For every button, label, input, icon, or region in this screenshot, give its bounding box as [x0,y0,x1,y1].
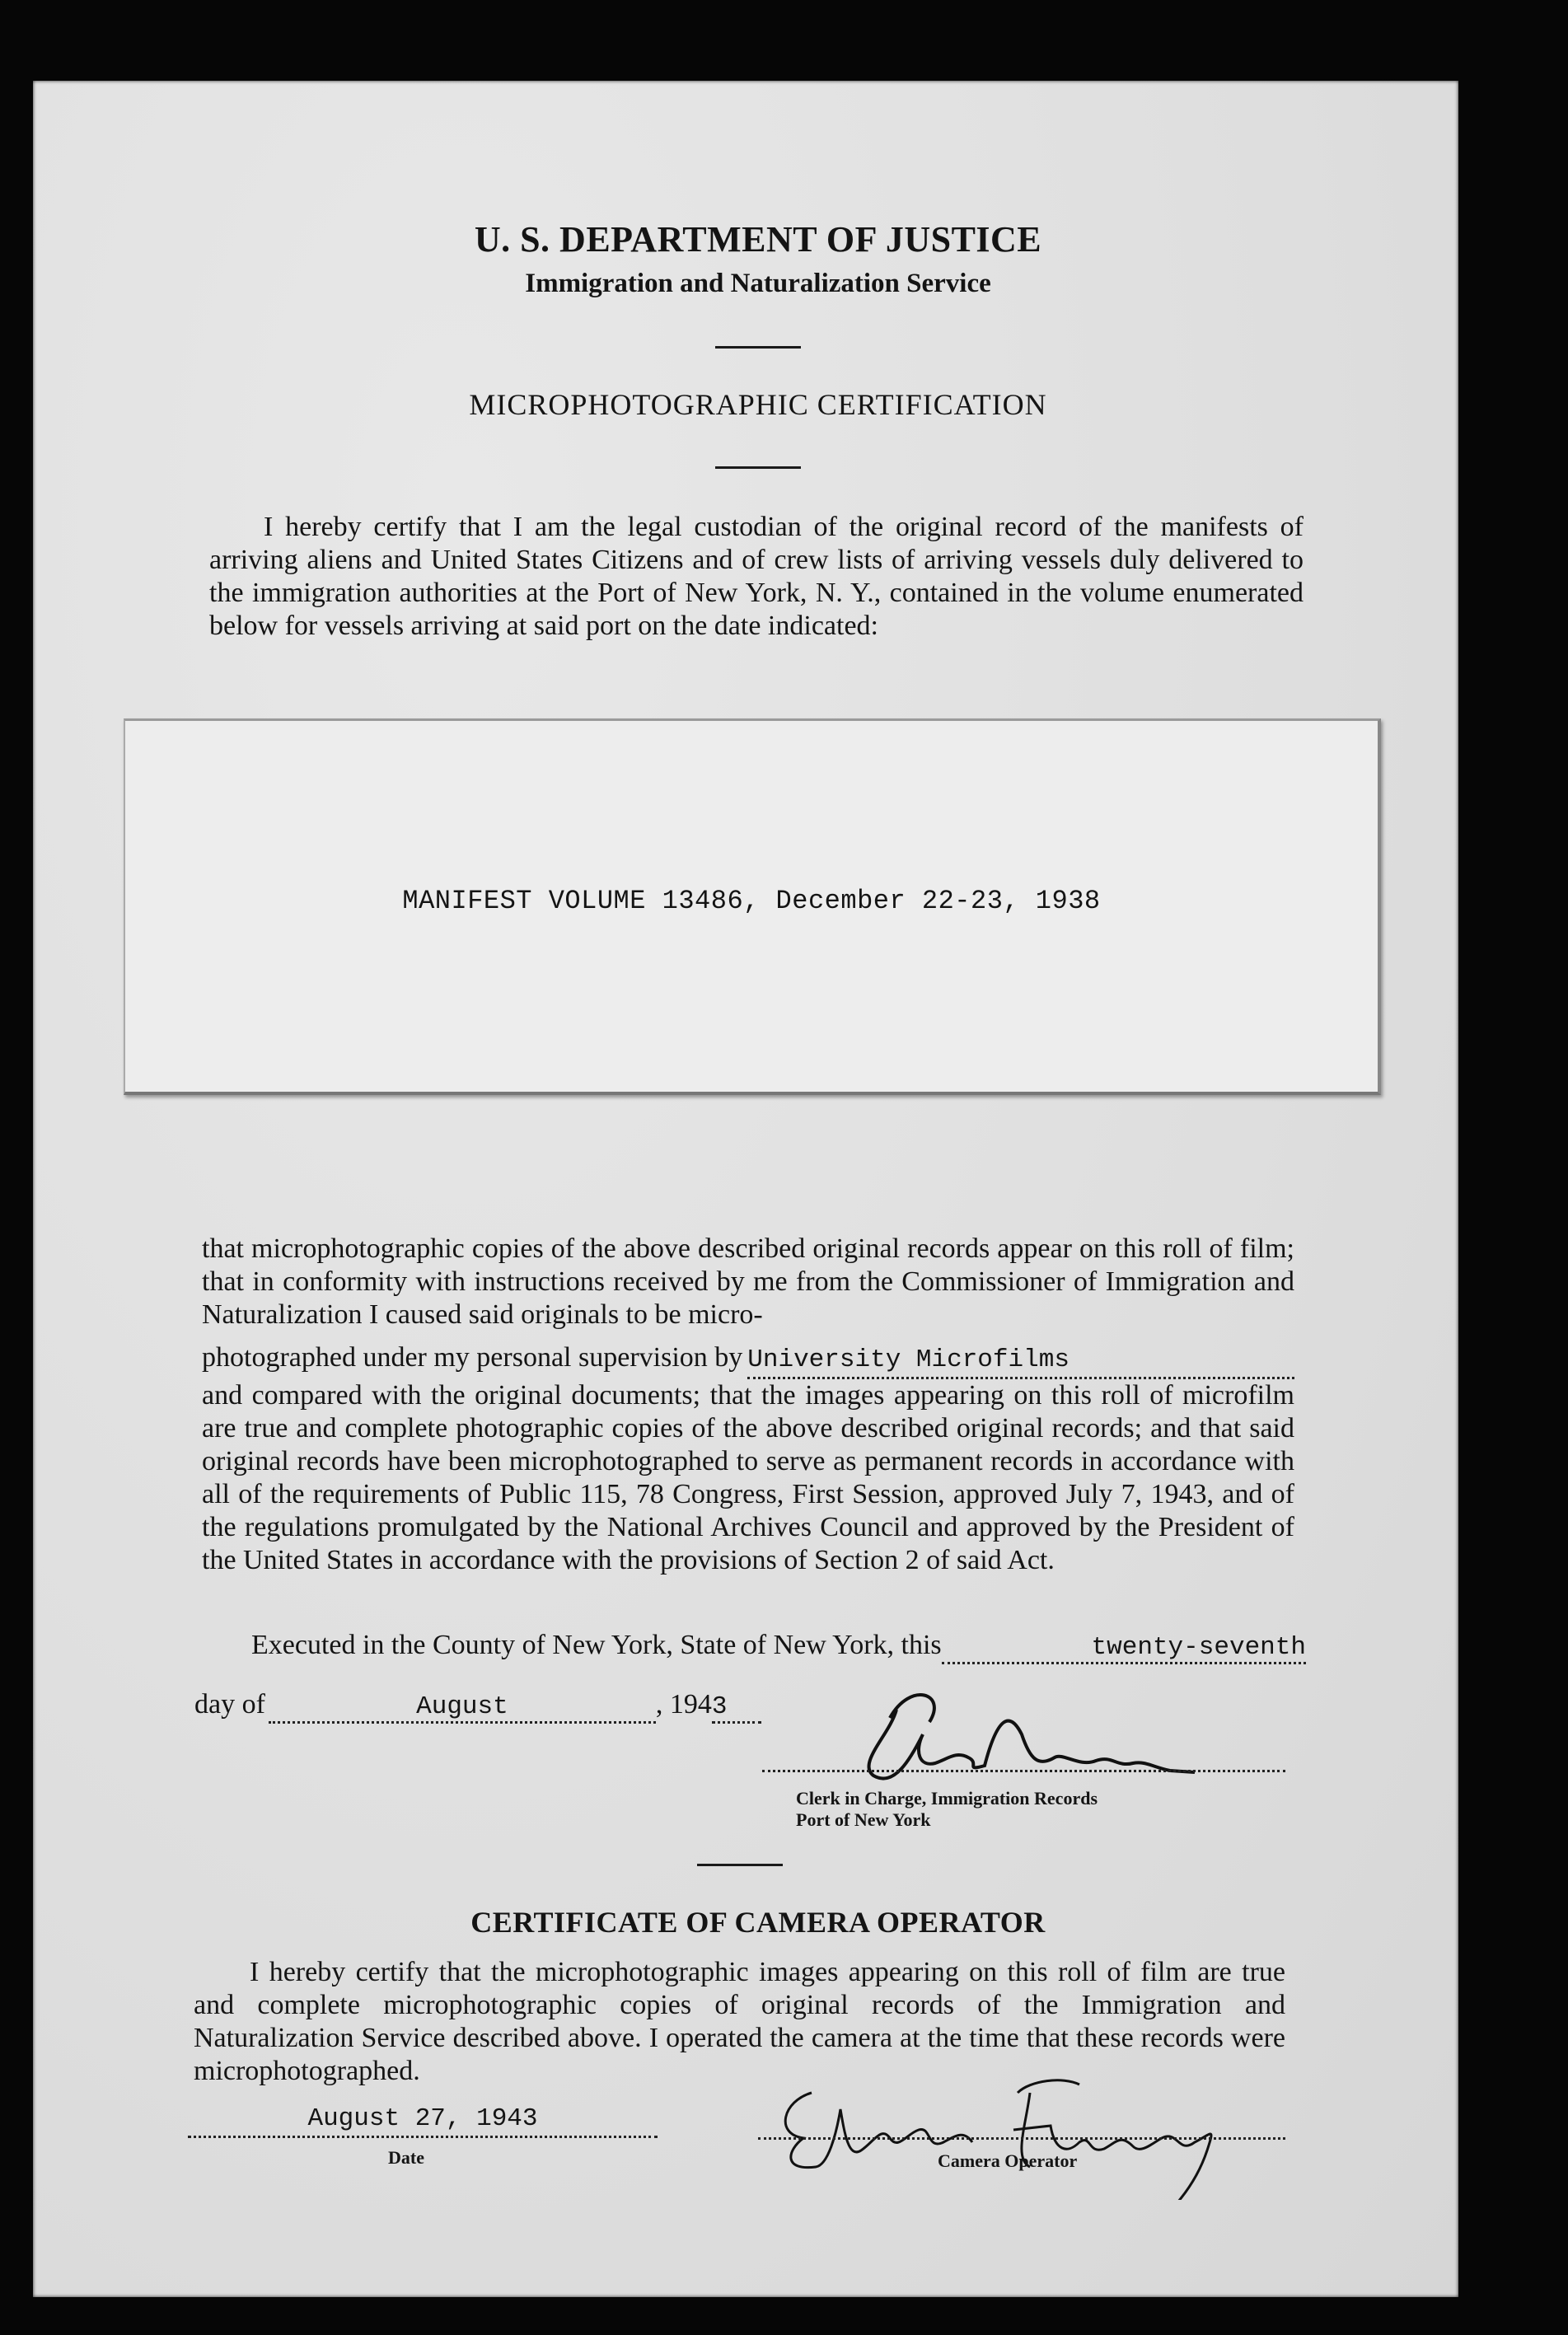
executed-day-field [942,1630,1306,1664]
year-value: 3 [711,1692,728,1721]
camera-operator-label: Camera Operator [938,2150,1078,2171]
page-subtitle: Immigration and Naturalization Service [525,269,991,298]
clerk-signature-line [762,1770,1285,1772]
date-value: August 27, 1943 [307,2104,538,2133]
clerk-office-line: Port of New York [796,1809,931,1830]
clerk-title [796,1788,1098,1831]
camera-operator-line [758,2137,1285,2140]
divider [715,346,801,349]
month-field [269,1689,656,1724]
clerk-title-line: Clerk in Charge, Immigration Records [796,1788,1098,1809]
camera-operator-signature [766,2060,1261,2200]
paragraph-text: that microphotographic copies of the above described original records appear on this roll of film; that in conformity with instructions received by me from the Commissioner of Immigration and Naturalization I caused said originals to be micro- [202,1233,1294,1330]
camera-certificate-heading: CERTIFICATE OF CAMERA OPERATOR [470,1906,1046,1939]
year-prefix: , 194 [655,1689,712,1720]
page-title: U. S. DEPARTMENT OF JUSTICE [474,219,1042,260]
day-of-label: day of [194,1689,265,1720]
photographer-field [747,1341,1294,1379]
executed-line [251,1630,1306,1664]
paragraph-text: and compared with the original documents; that the images appearing on this roll of microfilm are true and complete photographic copies of the above described original records; and that said original records have been microphotographed to serve as permanent records in accordance with all of the requirements of Public 115, 78 Congress, First Session, approved July 7, 1943, and of the regulations promulgated by the National Archives Council and approved by the President of the United States in accordance with the provisions of Section 2 of said Act. [202,1380,1294,1575]
certification-paragraph [202,1233,1294,1577]
date-label: Date [388,2147,424,2168]
divider [697,1864,783,1866]
clerk-signature [832,1685,1211,1784]
photographer-value: University Microfilms [747,1345,1070,1374]
divider [715,466,801,469]
volume-insert-text: MANIFEST VOLUME 13486, December 22-23, 1938 [402,886,1101,916]
camera-certificate-statement: I hereby certify that the microphotographic images appearing on this roll of film are true and complete microphotographic copies of original records of the Immigration and Naturalization Service described above. I operated the camera at the time that these records were microphotographed. [194,1957,1285,2086]
custodian-statement: I hereby certify that I am the legal custodian of the original record of the manifests of arriving aliens and United States Citizens and of crew lists of arriving vessels duly delivered to the immigration authorities at the Port of New York, N. Y., contained in the volume enumerated below for vessels arriving at said port on the date indicated: [209,512,1304,641]
volume-insert [124,718,1381,1095]
form-heading: MICROPHOTOGRAPHIC CERTIFICATION [469,388,1047,421]
year-field [712,1689,761,1724]
executed-lead: Executed in the County of New York, State of New York, this [251,1630,942,1660]
date-line [188,2136,658,2138]
day-of-line [194,1689,761,1724]
photographer-lead: photographed under my personal supervision by [202,1342,743,1373]
executed-day-value: twenty-seventh [1091,1633,1306,1662]
photographer-line [202,1341,1294,1379]
date-field [188,2104,658,2133]
month-value: August [416,1692,508,1721]
